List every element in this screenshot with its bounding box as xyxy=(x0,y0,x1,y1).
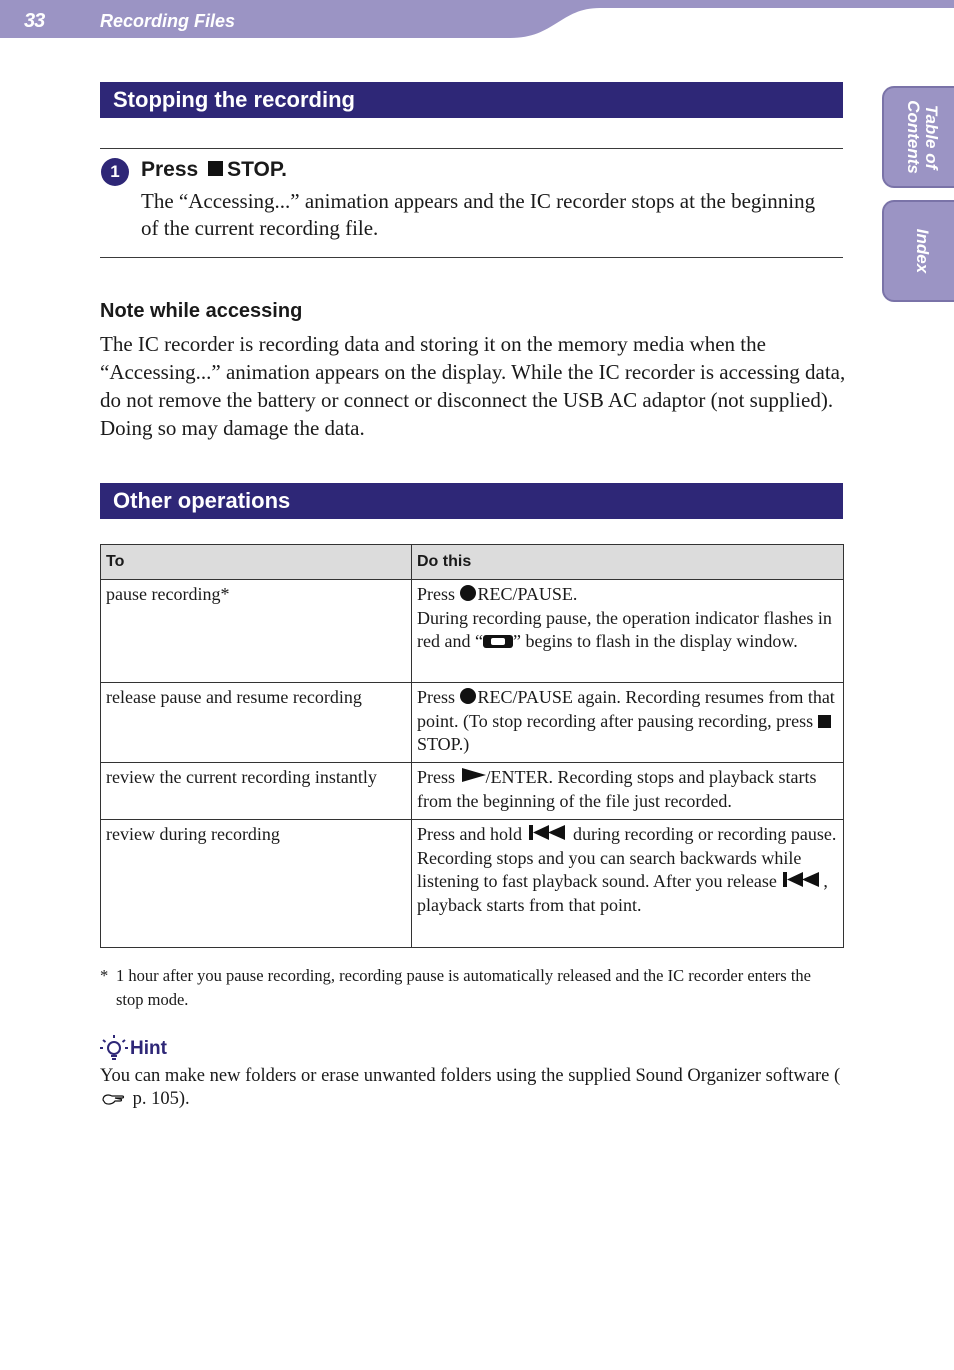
hint-label: Hint xyxy=(130,1038,167,1059)
table-row xyxy=(101,820,844,948)
hint-text: p. 105). xyxy=(132,1089,190,1109)
cell-text: ” begins to flash in the display window. xyxy=(512,631,798,651)
table-row xyxy=(101,580,844,683)
step-title xyxy=(141,158,287,182)
toc-tab-label-1: Table of xyxy=(922,104,941,170)
table-cell-to: pause recording* xyxy=(101,580,412,683)
table-header-row xyxy=(101,545,844,580)
rewind-icon xyxy=(529,825,567,840)
cell-text: Press xyxy=(417,767,456,787)
section-name: Recording Files xyxy=(100,11,236,31)
lightbulb-icon xyxy=(100,1034,128,1064)
column-header-do-this: Do this xyxy=(412,545,844,580)
index-tab[interactable] xyxy=(882,200,954,302)
cell-text: REC/PAUSE. xyxy=(477,584,578,604)
cell-text: Press xyxy=(417,584,456,604)
hint-body xyxy=(100,1065,845,1111)
rewind-icon xyxy=(783,872,821,887)
section-title: Stopping the recording xyxy=(113,87,355,112)
cell-text: Press and hold xyxy=(417,824,522,844)
footnote-text: 1 hour after you pause recording, recording pause is automatically released and the IC recorder enters the stop mode. xyxy=(116,966,812,1009)
divider xyxy=(100,257,843,258)
column-header-to: To xyxy=(101,545,412,580)
step-title-pre: Press xyxy=(141,158,199,181)
note-body: The IC recorder is recording data and storing it on the memory media when the “Accessing...” animation appears on the display. While the IC recorder is accessing data, do not remove the battery or connect or disconnect the USB AC adaptor (not supplied). Doing so may damage the data. xyxy=(100,332,846,440)
note-title: Note while accessing xyxy=(100,300,303,322)
table-cell-to: review the current recording instantly xyxy=(101,763,412,820)
play-icon xyxy=(462,768,486,782)
table-cell-do xyxy=(412,763,844,820)
cell-text: Press xyxy=(417,687,456,707)
index-tab-label: Index xyxy=(913,228,932,274)
table-row xyxy=(101,763,844,820)
table-cell-to: release pause and resume recording xyxy=(101,683,412,763)
table-cell-do xyxy=(412,580,844,683)
record-icon xyxy=(460,688,476,704)
table-cell-do xyxy=(412,820,844,948)
operations-table xyxy=(100,544,844,948)
step-description: The “Accessing...” animation appears and the IC recorder stops at the beginning of the current recording file. xyxy=(141,189,816,240)
cell-text: , playback starts from that point. xyxy=(417,871,828,915)
step-title-post: STOP. xyxy=(227,158,287,181)
divider xyxy=(100,148,843,149)
record-icon xyxy=(460,585,476,601)
footnote-marker: * xyxy=(100,966,109,985)
cell-text: /ENTER. Recording stops and playback starts from the beginning of the file just recorded. xyxy=(417,767,817,811)
step-number-badge: 1 xyxy=(101,158,129,186)
rec-pause-indicator-icon xyxy=(483,635,513,648)
page-reference-icon xyxy=(100,1090,128,1106)
hint-text: You can make new folders or erase unwanted folders using the supplied Sound Organizer software ( xyxy=(100,1066,841,1086)
stop-icon xyxy=(208,161,223,176)
table-row xyxy=(101,683,844,763)
table-cell-do xyxy=(412,683,844,763)
stop-icon xyxy=(818,715,831,728)
page-number: 33 xyxy=(24,10,45,32)
toc-tab-label-2: Contents xyxy=(904,100,923,174)
cell-text: during recording or recording pause. Recording stops and you can search backwards while listening to fast playback sound. After you release xyxy=(417,824,837,891)
cell-text: During recording pause, the operation indicator flashes in red and “ xyxy=(417,607,832,651)
other-operations-heading xyxy=(100,483,843,519)
stopping-recording-heading xyxy=(100,82,843,118)
cell-text: STOP.) xyxy=(417,734,470,754)
table-cell-to: review during recording xyxy=(101,820,412,948)
table-of-contents-tab[interactable] xyxy=(882,86,954,188)
cell-text: REC/PAUSE again. Recording resumes from that point. (To stop recording after pausing recording, press xyxy=(417,687,835,731)
section-title: Other operations xyxy=(113,488,291,513)
